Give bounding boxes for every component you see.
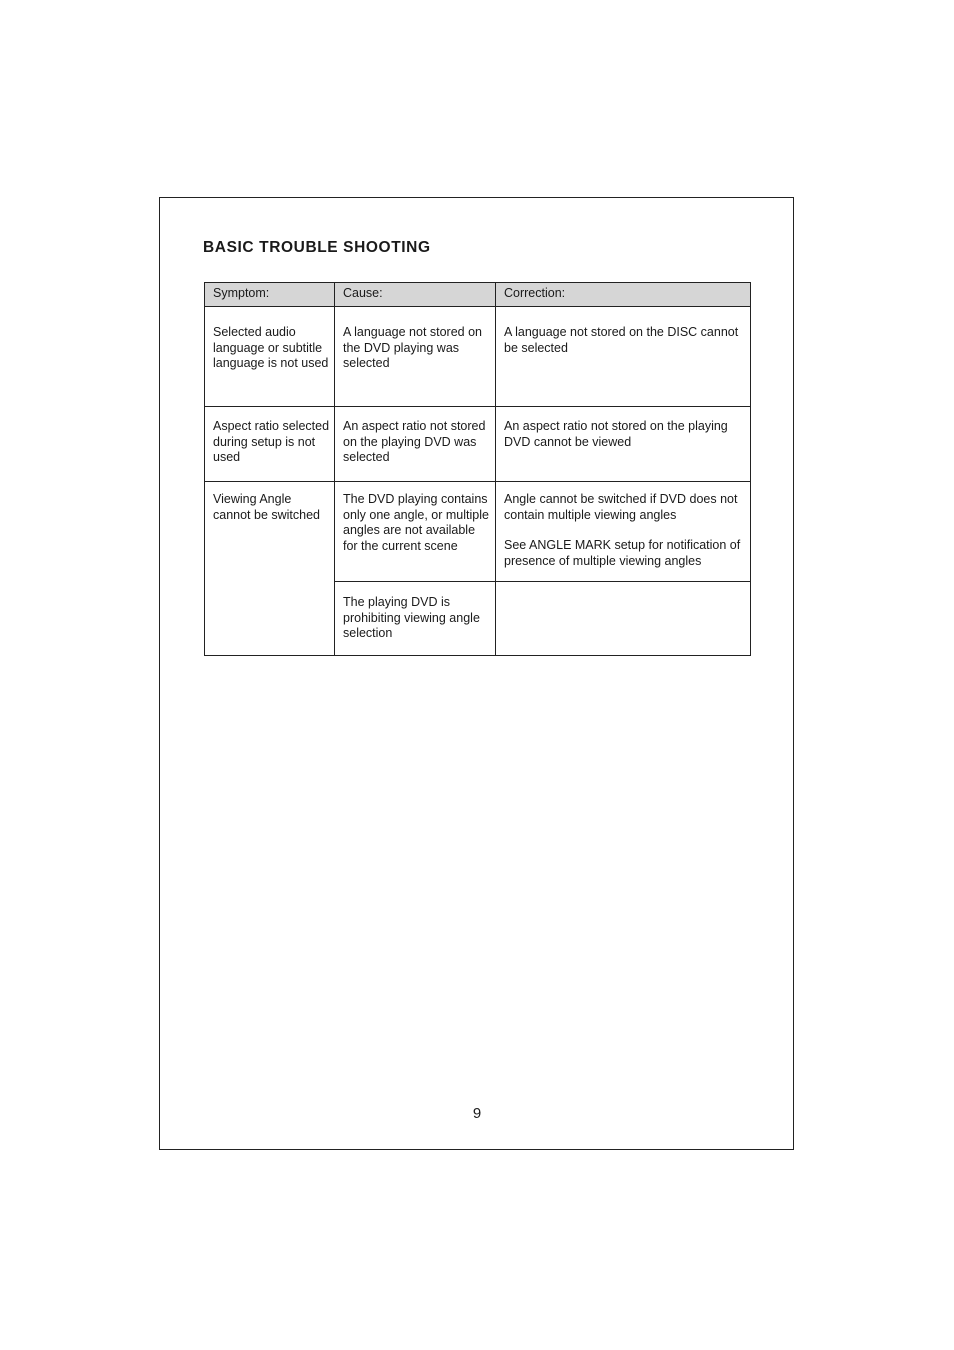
table-row	[205, 482, 751, 582]
symptom-cell: Selected audio language or subtitle language is not used	[205, 307, 335, 407]
symptom-cell: Aspect ratio selected during setup is not used	[205, 407, 335, 482]
cause-cell: The DVD playing contains only one angle, or multiple angles are not available for the current scene	[335, 482, 496, 582]
symptom-cell: Viewing Angle cannot be switched	[205, 482, 335, 656]
correction-cell	[496, 582, 751, 656]
cause-cell: An aspect ratio not stored on the playing DVD was selected	[335, 407, 496, 482]
header-cause: Cause:	[335, 283, 496, 307]
page-number: 9	[472, 1105, 482, 1122]
cause-cell: The playing DVD is prohibiting viewing angle selection	[335, 582, 496, 656]
correction-text: Angle cannot be switched if DVD does not contain multiple viewing angles	[504, 492, 738, 522]
cause-cell: A language not stored on the DVD playing was selected	[335, 307, 496, 407]
header-correction: Correction:	[496, 283, 751, 307]
table-header-row	[205, 283, 751, 307]
table-row	[205, 407, 751, 482]
correction-cell: A language not stored on the DISC cannot be selected	[496, 307, 751, 407]
table-row	[205, 307, 751, 407]
correction-cell	[496, 482, 751, 582]
page-title: BASIC TROUBLE SHOOTING	[203, 239, 431, 256]
header-symptom: Symptom:	[205, 283, 335, 307]
correction-cell: An aspect ratio not stored on the playing DVD cannot be viewed	[496, 407, 751, 482]
troubleshooting-table	[204, 282, 751, 656]
correction-note: See ANGLE MARK setup for notification of presence of multiple viewing angles	[504, 538, 741, 568]
